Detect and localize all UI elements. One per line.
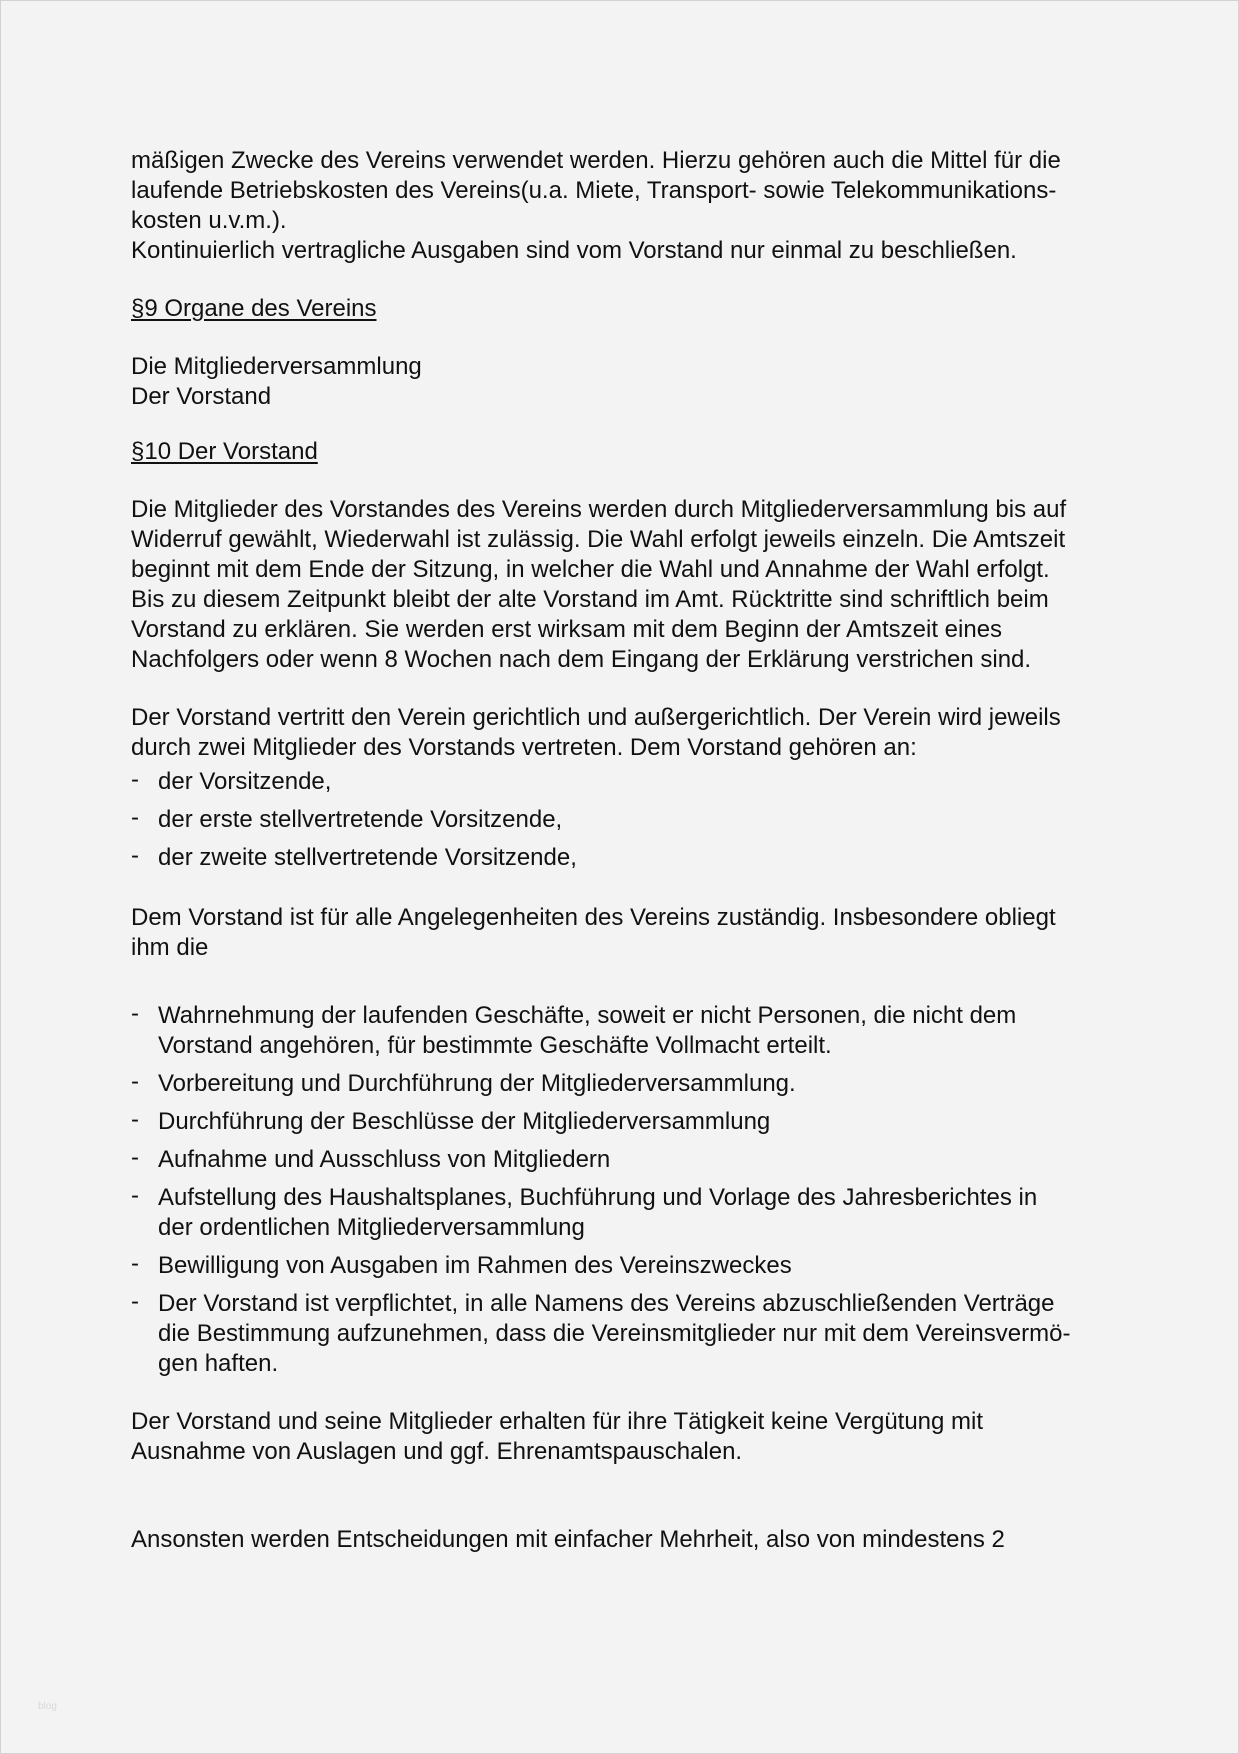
dash-bullet-icon: - (131, 1288, 139, 1315)
dash-bullet-icon: - (131, 842, 139, 869)
text-line: laufende Betriebskosten des Vereins(u.a. Miete, Transport- sowie Telekommunikations- (131, 177, 1057, 204)
text-line: Dem Vorstand ist für alle Angelegenheiten des Vereins zuständig. Insbesondere obliegt (131, 904, 1056, 931)
list-item-text: Bewilligung von Ausgaben im Rahmen des Vereinszweckes (158, 1252, 792, 1279)
board-duties-list (131, 1001, 1121, 1379)
text-line: Widerruf gewählt, Wiederwahl ist zulässig. Die Wahl erfolgt jeweils einzeln. Die Amtszeit (131, 526, 1066, 553)
text-line: kosten u.v.m.). (131, 207, 287, 234)
text-line: Ansonsten werden Entscheidungen mit einfacher Mehrheit, also von mindestens 2 (131, 1526, 1005, 1553)
organ-item: Der Vorstand (131, 383, 272, 410)
section-9-heading: §9 Organe des Vereins (131, 295, 377, 322)
watermark: blog (38, 1701, 57, 1712)
board-duties-intro (131, 903, 1121, 963)
list-item-text: Der Vorstand ist verpflichtet, in alle Namens des Vereins abzuschließenden Verträge (158, 1290, 1055, 1317)
remuneration-paragraph (131, 1407, 1121, 1467)
text-line: Vorstand zu erklären. Sie werden erst wirksam mit dem Beginn der Amtszeit eines (131, 616, 1003, 643)
text-line: ihm die (131, 934, 209, 961)
text-line: Die Mitglieder des Vorstandes des Vereins werden durch Mitgliederversammlung bis auf (131, 496, 1067, 523)
list-item-text: der erste stellvertretende Vorsitzende, (158, 806, 563, 833)
dash-bullet-icon: - (131, 1106, 139, 1133)
list-item-text: gen haften. (158, 1350, 279, 1377)
list-item (131, 767, 1121, 797)
organs-list (131, 352, 1121, 412)
dash-bullet-icon: - (131, 804, 139, 831)
dash-bullet-icon: - (131, 1144, 139, 1171)
list-item (131, 1289, 1121, 1379)
dash-bullet-icon: - (131, 1182, 139, 1209)
section-10-heading: §10 Der Vorstand (131, 438, 318, 465)
board-members-list (131, 767, 1121, 873)
list-item-text: Aufstellung des Haushaltsplanes, Buchführung und Vorlage des Jahresberichtes in (158, 1184, 1038, 1211)
list-item-text: Durchführung der Beschlüsse der Mitgliederversammlung (158, 1108, 771, 1135)
list-item (131, 1145, 1121, 1175)
list-item-text: der Vorsitzende, (158, 768, 332, 795)
text-line: Kontinuierlich vertragliche Ausgaben sind vom Vorstand nur einmal zu beschließen. (131, 237, 1017, 264)
dash-bullet-icon: - (131, 1000, 139, 1027)
text-line: beginnt mit dem Ende der Sitzung, in welcher die Wahl und Annahme der Wahl erfolgt. (131, 556, 1050, 583)
dash-bullet-icon: - (131, 1250, 139, 1277)
text-line: Der Vorstand vertritt den Verein gerichtlich und außergerichtlich. Der Verein wird jeweils (131, 704, 1061, 731)
list-item (131, 1107, 1121, 1137)
list-item-text: der ordentlichen Mitgliederversammlung (158, 1214, 585, 1241)
list-item (131, 1001, 1121, 1061)
board-representation-paragraph (131, 703, 1121, 763)
list-item-text: Aufnahme und Ausschluss von Mitgliedern (158, 1146, 611, 1173)
dash-bullet-icon: - (131, 766, 139, 793)
document-content (131, 146, 1121, 1555)
text-line: mäßigen Zwecke des Vereins verwendet werden. Hierzu gehören auch die Mittel für die (131, 147, 1061, 174)
intro-paragraph (131, 146, 1121, 266)
list-item (131, 1183, 1121, 1243)
text-line: Nachfolgers oder wenn 8 Wochen nach dem Eingang der Erklärung verstrichen sind. (131, 646, 1032, 673)
list-item-text: Wahrnehmung der laufenden Geschäfte, soweit er nicht Personen, die nicht dem (158, 1002, 1017, 1029)
text-line: Bis zu diesem Zeitpunkt bleibt der alte Vorstand im Amt. Rücktritte sind schriftlich beim (131, 586, 1049, 613)
list-item-text: Vorbereitung und Durchführung der Mitgliederversammlung. (158, 1070, 796, 1097)
list-item (131, 1069, 1121, 1099)
list-item-text: Vorstand angehören, für bestimmte Geschäfte Vollmacht erteilt. (158, 1032, 832, 1059)
list-item-text: die Bestimmung aufzunehmen, dass die Vereinsmitglieder nur mit dem Vereinsvermö- (158, 1320, 1071, 1347)
organ-item: Die Mitgliederversammlung (131, 353, 422, 380)
text-line: durch zwei Mitglieder des Vorstands vertreten. Dem Vorstand gehören an: (131, 734, 917, 761)
text-line: Ausnahme von Auslagen und ggf. Ehrenamtspauschalen. (131, 1438, 743, 1465)
list-item (131, 1251, 1121, 1281)
board-election-paragraph (131, 495, 1121, 675)
list-item-text: der zweite stellvertretende Vorsitzende, (158, 844, 577, 871)
decisions-paragraph (131, 1525, 1121, 1555)
dash-bullet-icon: - (131, 1068, 139, 1095)
text-line: Der Vorstand und seine Mitglieder erhalten für ihre Tätigkeit keine Vergütung mit (131, 1408, 984, 1435)
list-item (131, 843, 1121, 873)
list-item (131, 805, 1121, 835)
